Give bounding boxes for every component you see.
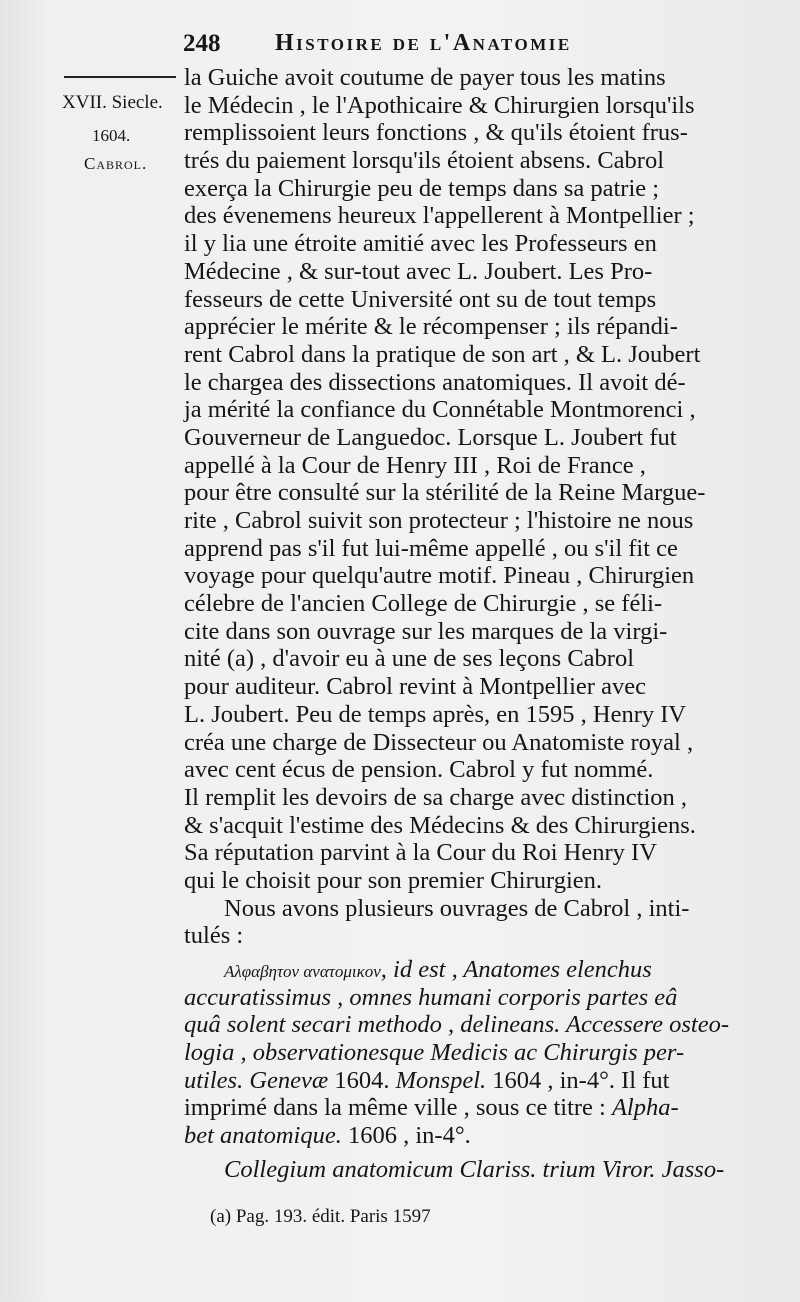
text-line: rent Cabrol dans la pratique de son art , & L. Joubert <box>184 340 701 368</box>
text-line: la Guiche avoit coutume de payer tous les matins <box>184 64 666 91</box>
text-line: il y lia une étroite amitié avec les Professeurs en <box>184 230 657 258</box>
text-line: qui le choisit pour son premier Chirurgien. <box>184 866 603 894</box>
text-line: le chargea des dissections anatomiques. Il avoit dé- <box>184 368 686 396</box>
italic-segment: utiles. Genevæ <box>184 1066 329 1094</box>
page-number: 248 <box>183 30 221 57</box>
mixed-line <box>184 1122 784 1150</box>
margin-note-name: Cabrol. <box>84 154 148 173</box>
text-line: apprend pas s'il fut lui-même appellé , ou s'il fit ce <box>184 534 678 562</box>
latin-line: accuratissimus , omnes humani corporis partes eâ <box>184 983 678 1011</box>
text-line: pour être consulté sur la stérilité de la Reine Margue- <box>184 479 706 507</box>
text-line: Gouverneur de Languedoc. Lorsque L. Joubert fut <box>184 423 677 451</box>
italic-segment: bet anatomique. <box>184 1122 342 1150</box>
text-line: trés du paiement lorsqu'ils étoient absens. Cabrol <box>184 147 665 175</box>
text-line: apprécier le mérite & le récompenser ; ils répandi- <box>184 313 678 341</box>
running-title: Histoire de l'Anatomie <box>275 30 572 56</box>
text-line: pour auditeur. Cabrol revint à Montpellier avec <box>184 673 646 701</box>
text-line: célebre de l'ancien College de Chirurgie , se féli- <box>184 590 663 618</box>
footnote: (a) Pag. 193. édit. Paris 1597 <box>210 1206 431 1227</box>
roman-segment: 1604. <box>328 1066 396 1094</box>
text-line: appellé à la Cour de Henry III , Roi de France , <box>184 451 646 479</box>
margin-note-century: XVII. Siecle. <box>62 92 163 113</box>
text-line: Nous avons plusieurs ouvrages de Cabrol , inti- <box>224 894 690 922</box>
greek-title: Αλφαβητον ανατομικον <box>224 962 381 981</box>
latin-line <box>184 956 784 984</box>
roman-segment: 1604 , in-4°. Il fut <box>486 1066 670 1094</box>
latin-line: logia , observationesque Medicis ac Chirurgis per- <box>184 1039 685 1067</box>
text-line: tulés : <box>184 922 244 950</box>
text-line: fesseurs de cette Université ont su de tout temps <box>184 285 657 313</box>
text-line: ja mérité la confiance du Connétable Montmorenci , <box>184 396 696 424</box>
page-header <box>183 30 773 64</box>
margin-note-year: 1604. <box>92 126 131 145</box>
text-line: exerça la Chirurgie peu de temps dans sa patrie ; <box>184 174 660 202</box>
text-line: cite dans son ouvrage sur les marques de la virgi- <box>184 617 668 645</box>
text-line: Collegium anatomicum Clariss. trium Viror. Jasso- <box>224 1155 725 1183</box>
margin-rule <box>64 76 176 78</box>
text-line: avec cent écus de pension. Cabrol y fut nommé. <box>184 756 654 784</box>
text-line: rite , Cabrol suivit son protecteur ; l'histoire ne nous <box>184 507 694 534</box>
text-line: Il remplit les devoirs de sa charge avec distinction , <box>184 783 688 811</box>
text-line: Sa réputation parvint à la Cour du Roi Henry IV <box>184 839 657 867</box>
italic-segment: Monspel. <box>395 1066 487 1094</box>
latin-line: quâ solent secari methodo , delineans. Accessere osteo- <box>184 1011 730 1039</box>
text-line: des évenemens heureux l'appellerent à Montpellier ; <box>184 202 695 230</box>
text-line: nité (a) , d'avoir eu à une de ses leçons Cabrol <box>184 645 635 673</box>
latin-text: , id est , Anatomes elenchus <box>380 956 652 983</box>
text-line: voyage pour quelqu'autre motif. Pineau , Chirurgien <box>184 562 695 590</box>
text-line: le Médecin , le l'Apothicaire & Chirurgien lorsqu'ils <box>184 91 695 119</box>
mixed-line <box>184 1094 784 1122</box>
text-line: Médecine , & sur-tout avec L. Joubert. Les Pro- <box>184 257 653 285</box>
text-line: L. Joubert. Peu de temps après, en 1595 , Henry IV <box>184 700 687 728</box>
text-line: créa une charge de Dissecteur ou Anatomiste royal , <box>184 728 694 756</box>
roman-segment: imprimé dans la même ville , sous ce titre : <box>184 1094 612 1122</box>
body-text <box>184 64 784 1184</box>
text-line: & s'acquit l'estime des Médecins & des Chirurgiens. <box>184 811 696 839</box>
roman-segment: 1606 , in-4°. <box>341 1122 471 1150</box>
text-line: remplissoient leurs fonctions , & qu'ils étoient frus- <box>184 119 688 147</box>
mixed-line <box>184 1067 784 1095</box>
italic-segment: Alpha- <box>611 1094 679 1122</box>
